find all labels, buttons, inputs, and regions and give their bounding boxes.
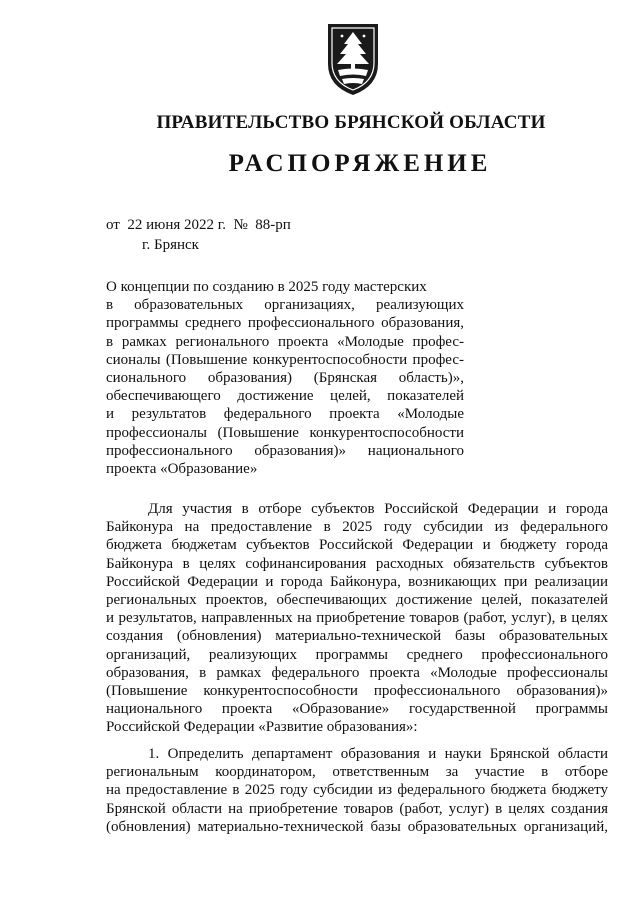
- subject-line: в рамках регионального проекта «Молодые профес-: [106, 333, 464, 350]
- subject-line: программы среднего профессионального образования,: [106, 315, 464, 332]
- paragraph-line: на предоставление в 2025 году субсидии из федерального бюджета бюджету: [106, 782, 608, 799]
- paragraph-line: Брянской области на приобретение товаров (работ, услуг) в целях создания: [106, 800, 608, 817]
- paragraph-line: Российской Федерации и города Байконура, возникающих при реализации: [106, 573, 608, 590]
- item-1-paragraph: [106, 745, 608, 836]
- paragraph-line: региональных проектов, обеспечивающих достижение целей, показателей: [106, 592, 608, 609]
- paragraph-line: Российской Федерации «Развитие образования»:: [106, 719, 418, 736]
- paragraph-line: бюджета бюджетам субъектов Российской Федерации и бюджету города: [106, 537, 608, 554]
- document-city: г. Брянск: [142, 237, 199, 253]
- organization-title: ПРАВИТЕЛЬСТВО БРЯНСКОЙ ОБЛАСТИ: [156, 112, 546, 133]
- document-subject: [106, 278, 464, 478]
- paragraph-line: Для участия в отборе субъектов Российской Федерации и города: [148, 501, 608, 517]
- subject-line: профессионального образования)» национального: [106, 442, 464, 459]
- paragraph-line: (обновления) материально-технической базы образовательных организаций,: [106, 818, 608, 835]
- paragraph-line: Байконура на предоставление в 2025 году субсидии из федерального: [106, 519, 608, 536]
- subject-line: и результатов федерального проекта «Молодые: [106, 406, 464, 423]
- subject-line: О концепции по созданию в 2025 году мастерских: [106, 279, 427, 295]
- paragraph-line: 1. Определить департамент образования и науки Брянской области: [148, 746, 608, 762]
- document-type-title: РАСПОРЯЖЕНИЕ: [228, 150, 492, 177]
- subject-line: в образовательных организациях, реализующих: [106, 297, 464, 314]
- subject-line: проекта «Образование»: [106, 461, 258, 478]
- paragraph-line: и результатов, направленных на приобретение товаров (работ, услуг), в целях: [106, 610, 608, 627]
- subject-line: сионалы (Повышение конкурентоспособности профес-: [106, 351, 464, 368]
- paragraph-line: (Повышение конкурентоспособности профессионального образования)»: [106, 683, 608, 700]
- preamble-paragraph: [106, 500, 608, 737]
- paragraph-line: Байконура в целях софинансирования расходных обязательств субъектов: [106, 555, 608, 572]
- paragraph-line: национального проекта «Образование» государственной программы: [106, 701, 608, 718]
- paragraph-line: организаций, реализующих программы среднего профессионального: [106, 646, 608, 663]
- paragraph-line: образования, в рамках федерального проекта «Молодые профессионалы: [106, 664, 608, 681]
- document-date-number: от 22 июня 2022 г. № 88-рп: [106, 217, 291, 233]
- subject-line: сионального образования) (Брянская область)»,: [106, 370, 464, 387]
- paragraph-line: региональным координатором, ответственным за участие в отборе: [106, 764, 608, 781]
- subject-line: обеспечивающего достижение целей, показателей: [106, 388, 464, 405]
- subject-line: профессионалы (Повышение конкурентоспособности: [106, 424, 464, 441]
- bryansk-coat-of-arms-icon: [324, 20, 382, 98]
- paragraph-line: создания (обновления) материально-технической базы образовательных: [106, 628, 608, 645]
